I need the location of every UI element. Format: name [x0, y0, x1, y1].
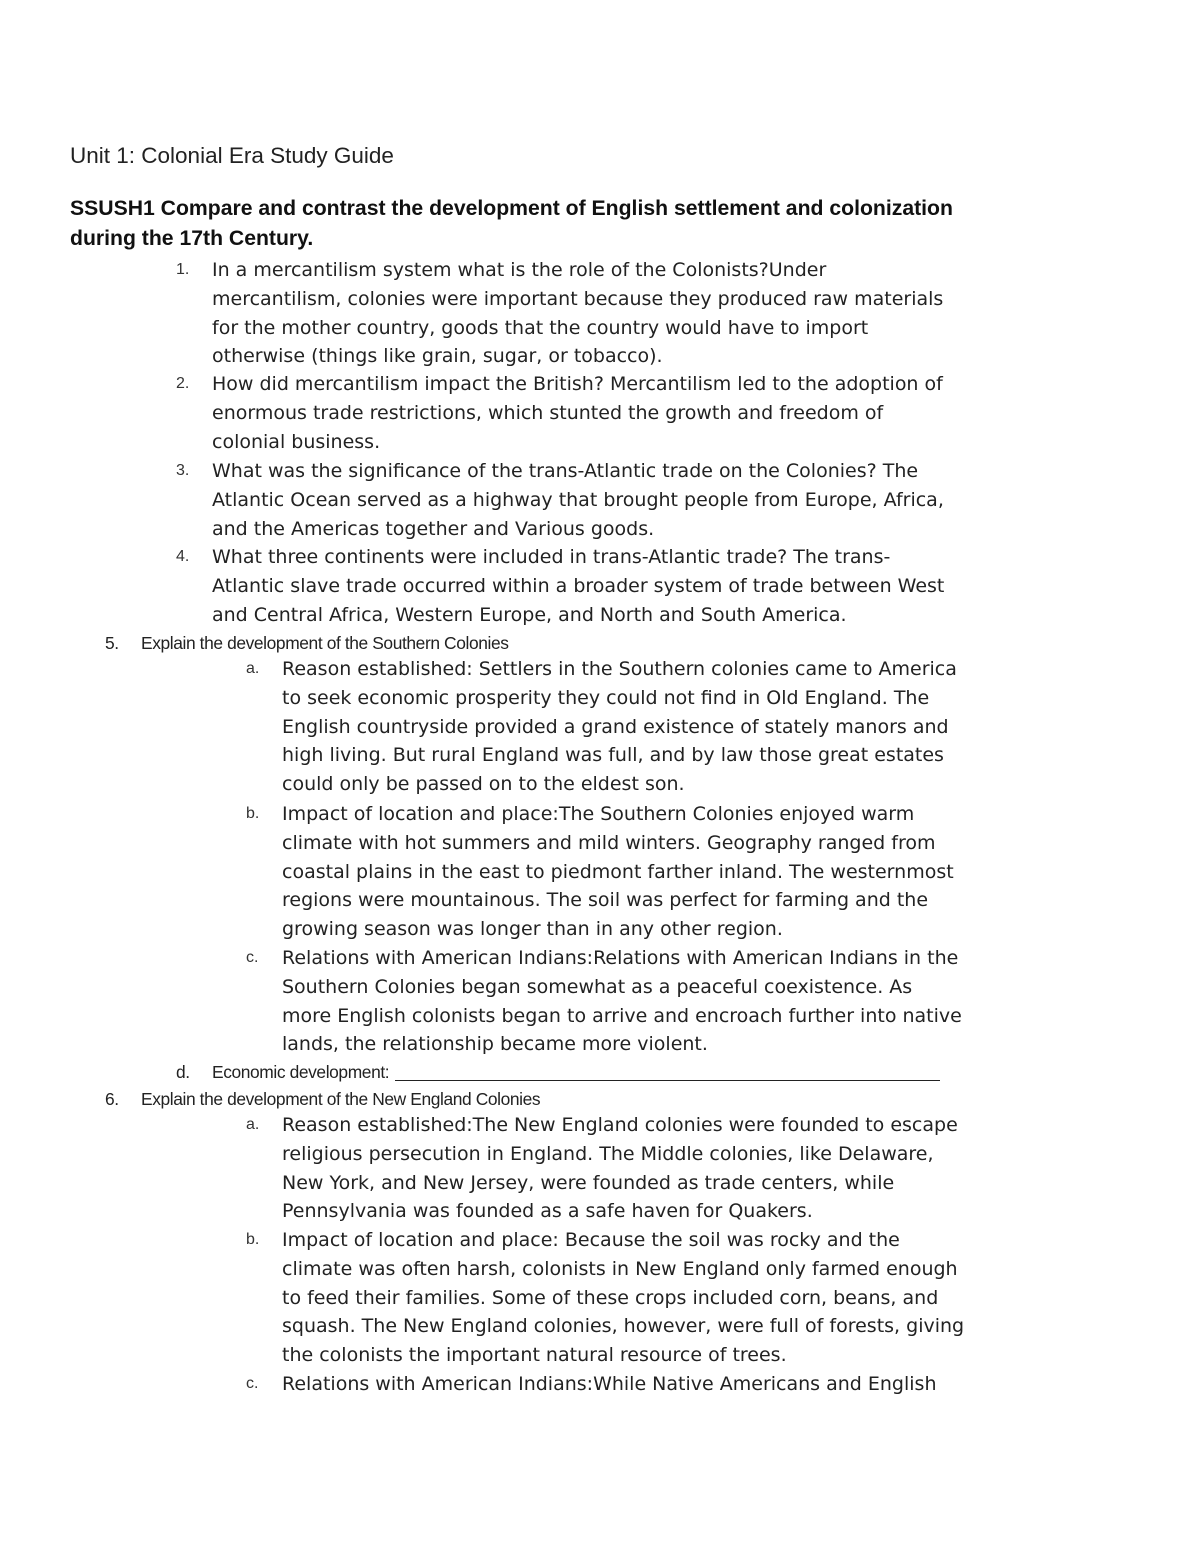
- part-letter: d.: [176, 1062, 190, 1082]
- part-line: Pennsylvania was founded as a safe haven for Quakers.: [282, 1200, 813, 1223]
- part-line: more English colonists began to arrive and encroach further into native: [282, 1004, 962, 1027]
- part-line: regions were mountainous. The soil was perfect for farming and the: [282, 889, 929, 912]
- question-line: for the mother country, goods that the country would have to import: [212, 316, 869, 339]
- question-5-prompt: [105, 630, 509, 656]
- part-line: coastal plains in the east to piedmont farther inland. The westernmost: [282, 860, 954, 883]
- southern-part-a: [246, 655, 957, 799]
- question-1: [176, 256, 944, 371]
- question-line: What three continents were included in trans-Atlantic trade? The trans-: [212, 546, 891, 568]
- part-line: could only be passed on to the eldest son.: [282, 773, 685, 796]
- part-line: Relations with American Indians:Relations with American Indians in the: [282, 947, 959, 969]
- page-title: Unit 1: Colonial Era Study Guide: [70, 143, 394, 168]
- part-letter: b.: [246, 1231, 260, 1248]
- part-line: Impact of location and place: Because the soil was rocky and the: [282, 1229, 900, 1251]
- part-line: high living. But rural England was full, and by law those great estates: [282, 744, 944, 767]
- question-number: 6.: [105, 1089, 119, 1109]
- question-6-prompt: [105, 1086, 540, 1112]
- question-prompt: Explain the development of the New England Colonies: [141, 1089, 541, 1109]
- part-letter: a.: [246, 1116, 260, 1133]
- question-number: 1.: [176, 261, 190, 278]
- standard-heading: [70, 194, 1080, 254]
- part-line: lands, the relationship became more violent.: [282, 1033, 708, 1056]
- part-line: Impact of location and place:The Southern Colonies enjoyed warm: [282, 803, 915, 825]
- question-4: [176, 543, 945, 629]
- part-line: Reason established: Settlers in the Southern colonies came to America: [282, 658, 957, 680]
- newengland-part-c: [246, 1370, 937, 1399]
- question-line: colonial business.: [212, 430, 381, 453]
- part-line: to seek economic prosperity they could not find in Old England. The: [282, 686, 930, 709]
- part-letter: b.: [246, 805, 260, 822]
- standard-heading-line: during the 17th Century.: [70, 227, 314, 250]
- part-letter: c.: [246, 1375, 259, 1392]
- question-line: enormous trade restrictions, which stunted the growth and freedom of: [212, 401, 884, 424]
- question-number: 3.: [176, 462, 190, 479]
- newengland-part-a: [246, 1111, 958, 1226]
- part-line: the colonists the important natural resource of trees.: [282, 1344, 787, 1367]
- question-line: otherwise (things like grain, sugar, or tobacco).: [212, 345, 663, 368]
- part-line: to feed their families. Some of these crops included corn, beans, and: [282, 1286, 939, 1309]
- part-line: Reason established:The New England colonies were founded to escape: [282, 1114, 958, 1136]
- question-2: [176, 370, 943, 456]
- question-line: What was the significance of the trans-Atlantic trade on the Colonies? The: [212, 460, 919, 482]
- question-line: and Central Africa, Western Europe, and North and South America.: [212, 603, 847, 626]
- newengland-part-b: [246, 1226, 965, 1370]
- question-line: How did mercantilism impact the British? Mercantilism led to the adoption of: [212, 373, 943, 395]
- southern-part-d: [176, 1059, 940, 1085]
- question-line: and the Americas together and Various goods.: [212, 517, 655, 540]
- part-line: English countryside provided a grand existence of stately manors and: [282, 715, 949, 738]
- question-line: In a mercantilism system what is the role of the Colonists?Under: [212, 259, 827, 281]
- southern-part-b: [246, 800, 954, 944]
- part-letter: a.: [246, 660, 260, 677]
- question-line: mercantilism, colonies were important because they produced raw materials: [212, 287, 944, 310]
- question-3: [176, 457, 944, 543]
- part-line: Southern Colonies began somewhat as a peaceful coexistence. As: [282, 975, 913, 998]
- part-line: squash. The New England colonies, however, were full of forests, giving: [282, 1315, 965, 1338]
- economic-label: Economic development:: [212, 1062, 390, 1082]
- part-line: Relations with American Indians:While Native Americans and English: [282, 1373, 937, 1395]
- question-number: 5.: [105, 633, 119, 653]
- question-number: 2.: [176, 375, 190, 392]
- part-line: climate was often harsh, colonists in New England only farmed enough: [282, 1257, 958, 1280]
- southern-part-c: [246, 944, 962, 1059]
- part-line: New York, and New Jersey, were founded as trade centers, while: [282, 1171, 895, 1194]
- question-number: 4.: [176, 548, 190, 565]
- question-prompt: Explain the development of the Southern Colonies: [141, 633, 509, 653]
- part-line: growing season was longer than in any other region.: [282, 918, 783, 941]
- question-line: Atlantic Ocean served as a highway that brought people from Europe, Africa,: [212, 488, 944, 511]
- part-line: religious persecution in England. The Middle colonies, like Delaware,: [282, 1142, 934, 1165]
- part-line: climate with hot summers and mild winters. Geography ranged from: [282, 831, 936, 854]
- standard-heading-line: SSUSH1 Compare and contrast the development of English settlement and colonization: [70, 197, 953, 220]
- question-line: Atlantic slave trade occurred within a broader system of trade between West: [212, 574, 945, 597]
- answer-blank[interactable]: [395, 1079, 940, 1081]
- part-letter: c.: [246, 949, 259, 966]
